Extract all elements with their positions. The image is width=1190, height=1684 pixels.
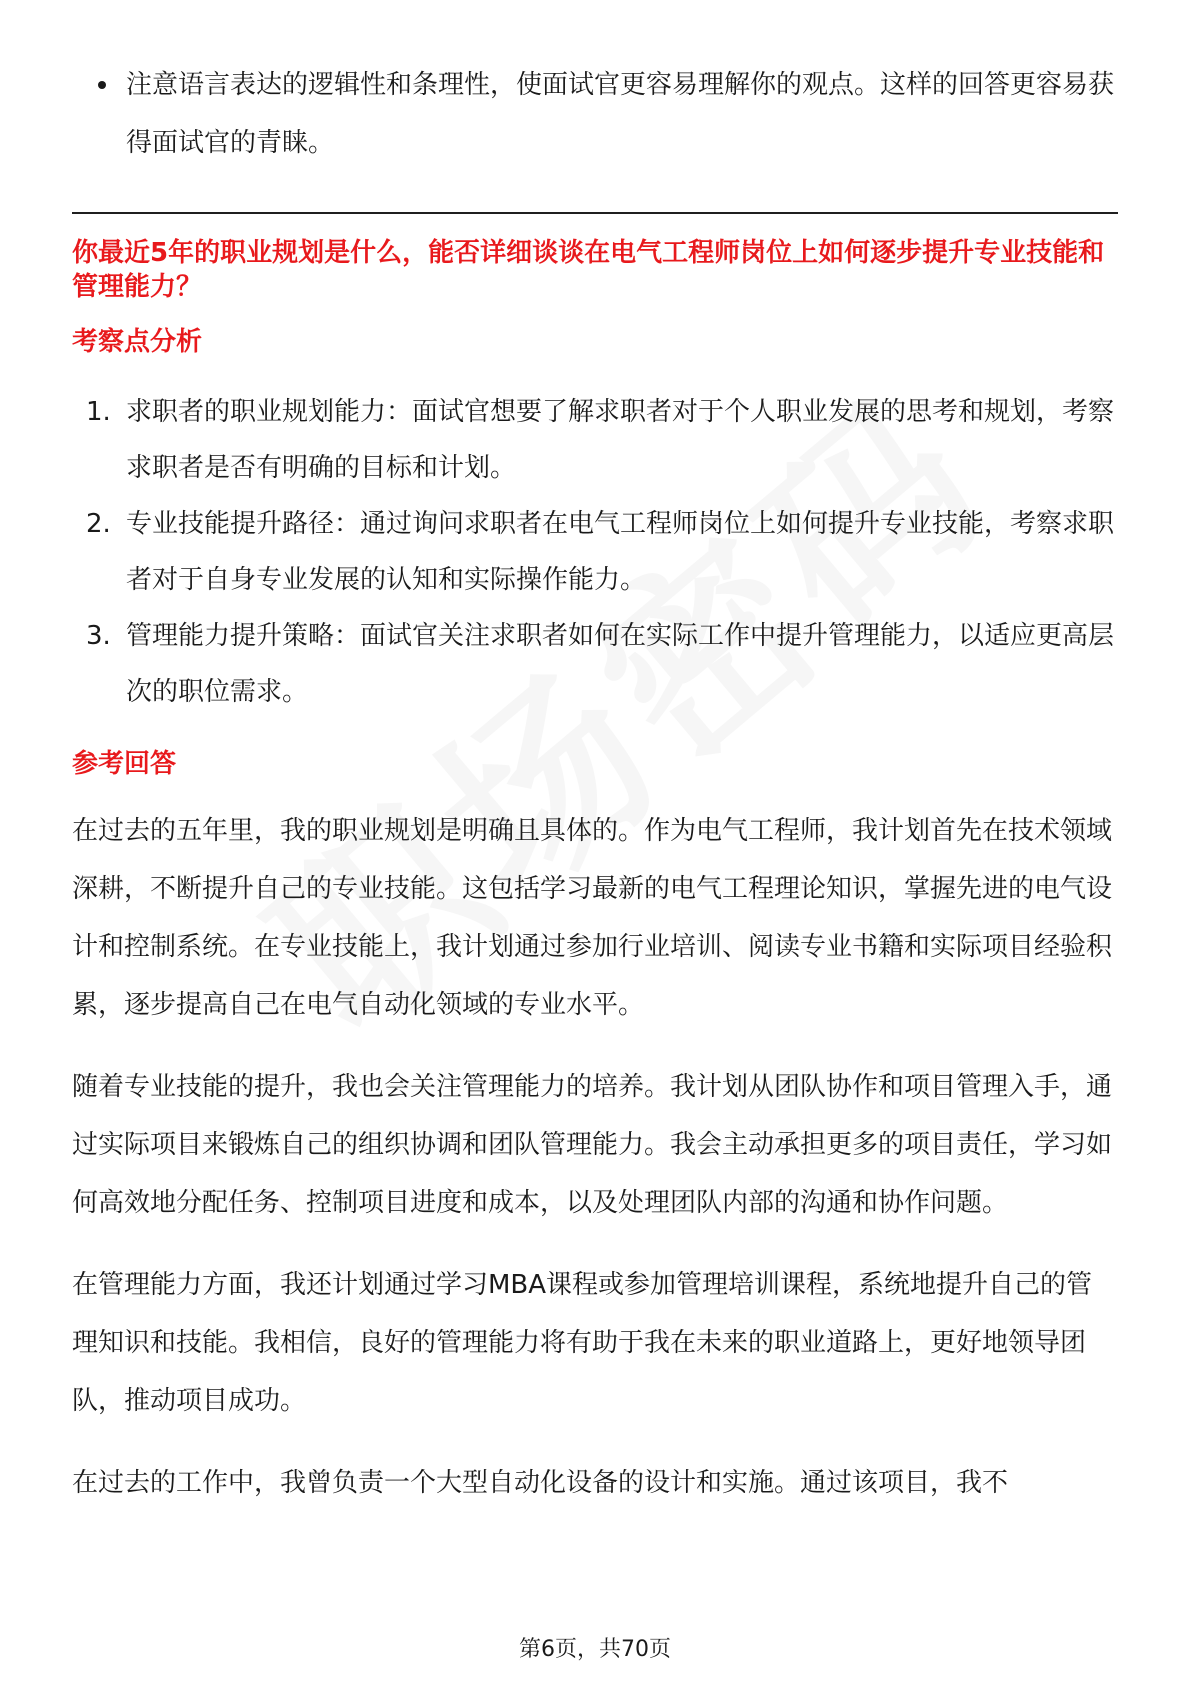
page-content [72, 56, 1118, 1536]
list-text: 专业技能提升路径：通过询问求职者在电气工程师岗位上如何提升专业技能，考察求职者对于自身专业发展的认知和实际操作能力。 [126, 509, 1115, 595]
bullet-dot-icon [98, 81, 106, 89]
paragraph: 在管理能力方面，我还计划通过学习MBA课程或参加管理培训课程，系统地提升自己的管理知识和技能。我相信，良好的管理能力将有助于我在未来的职业道路上，更好地领导团队，推动项目成功。 [72, 1270, 1093, 1416]
analysis-list [72, 384, 1118, 720]
paragraph: 随着专业技能的提升，我也会关注管理能力的培养。我计划从团队协作和项目管理入手，通过实际项目来锻炼自己的组织协调和团队管理能力。我会主动承担更多的项目责任，学习如何高效地分配任务、控制项目进度和成本，以及处理团队内部的沟通和协作问题。 [72, 1072, 1113, 1218]
paragraph: 在过去的工作中，我曾负责一个大型自动化设备的设计和实施。通过该项目，我不 [72, 1468, 1009, 1498]
section-divider [72, 212, 1118, 214]
paragraph: 在过去的五年里，我的职业规划是明确且具体的。作为电气工程师，我计划首先在技术领域深耕，不断提升自己的专业技能。这包括学习最新的电气工程理论知识，掌握先进的电气设计和控制系统。在专业技能上，我计划通过参加行业培训、阅读专业书籍和实际项目经验积累，逐步提高自己在电气自动化领域的专业水平。 [72, 816, 1113, 1020]
bullet-text: 注意语言表达的逻辑性和条理性，使面试官更容易理解你的观点。这样的回答更容易获得面试官的青睐。 [126, 70, 1115, 158]
list-text: 求职者的职业规划能力：面试官想要了解求职者对于个人职业发展的思考和规划，考察求职者是否有明确的目标和计划。 [126, 397, 1115, 483]
bullet-item [72, 56, 1118, 172]
reference-title: 参考回答 [72, 749, 177, 779]
analysis-title: 考察点分析 [72, 327, 203, 357]
list-item [72, 608, 1118, 720]
list-number: 1. [86, 397, 111, 427]
question-heading: 你最近5年的职业规划是什么，能否详细谈谈在电气工程师岗位上如何逐步提升专业技能和管理能力？ [72, 238, 1105, 302]
list-text: 管理能力提升策略：面试官关注求职者如何在实际工作中提升管理能力，以适应更高层次的职位需求。 [126, 621, 1115, 707]
list-number: 3. [86, 621, 111, 651]
page-number: 第6页，共70页 [519, 1637, 671, 1662]
list-item [72, 496, 1118, 608]
list-number: 2. [86, 509, 111, 539]
list-item [72, 384, 1118, 496]
